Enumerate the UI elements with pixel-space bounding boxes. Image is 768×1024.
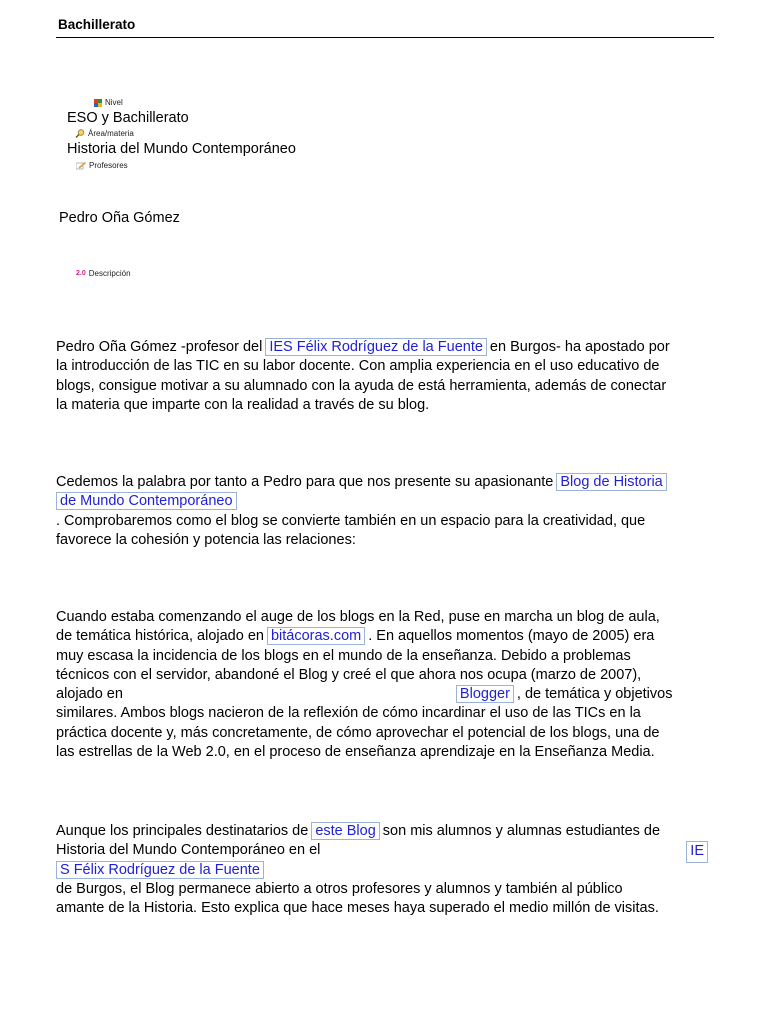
area-value: Historia del Mundo Contemporáneo	[67, 141, 296, 157]
paragraph-line: muy escasa la incidencia de los blogs en el mundo de la enseñanza. Debido a problemas	[56, 647, 631, 664]
text-span: de temática histórica, alojado en	[56, 628, 264, 645]
paragraph-line	[56, 627, 716, 646]
area-label	[75, 129, 134, 138]
page-header-title: Bachillerato	[58, 17, 136, 32]
text-span: son mis alumnos y alumnas estudiantes de	[382, 823, 661, 839]
text-span: alojado en	[56, 686, 123, 703]
profesores-label-text: Profesores	[89, 161, 128, 170]
ies-felix-link[interactable]: IES Félix Rodríguez de la Fuente	[265, 338, 487, 356]
este-blog-link[interactable]: este Blog	[311, 822, 379, 840]
paragraph-line: favorece la cohesión y potencia las relaciones:	[56, 531, 356, 548]
paragraph-line	[56, 338, 716, 357]
area-label-text: Área/materia	[88, 129, 134, 138]
paragraph-4	[56, 822, 716, 918]
paragraph-line	[56, 473, 716, 492]
paragraph-line: las estrellas de la Web 2.0, en el proceso de enseñanza aprendizaje en la Enseñanza Media.	[56, 744, 655, 761]
pencil-icon	[76, 162, 86, 170]
profesores-label	[76, 161, 128, 170]
paragraph-line: blogs, consigue motivar a su alumnado con la ayuda de está herramienta, además de conectar	[56, 377, 667, 394]
ies-felix-link-2-cont[interactable]: S Félix Rodríguez de la Fuente	[56, 861, 264, 879]
text-span: Cedemos la palabra por tanto a Pedro para que nos presente su apasionante	[56, 474, 554, 490]
text-span: , de temática y objetivos	[516, 686, 673, 703]
paragraph-1	[56, 338, 716, 415]
text-span: Aunque los principales destinatarios de	[56, 823, 309, 839]
profesores-value: Pedro Oña Gómez	[59, 210, 180, 226]
web20-icon: 2.0	[76, 270, 86, 277]
paragraph-line: . Comprobaremos como el blog se convierte también en un espacio para la creatividad, que	[56, 512, 646, 529]
paragraph-line: la materia que imparte con la realidad a través de su blog.	[56, 396, 430, 413]
descripcion-label	[76, 269, 131, 278]
nivel-label-text: Nivel	[105, 98, 123, 107]
text-span: Historia del Mundo Contemporáneo en el	[56, 842, 321, 859]
paragraph-line	[56, 822, 716, 841]
text-span: Pedro Oña Gómez -profesor del	[56, 339, 263, 355]
paragraph-line: técnicos con el servidor, abandoné el Blog y creé el que ahora nos ocupa (marzo de 2007),	[56, 666, 642, 683]
magnifier-icon	[75, 129, 85, 138]
paragraph-line: la introducción de las TIC en su labor docente. Con amplia experiencia en el uso educativo de	[56, 358, 660, 375]
blogger-link[interactable]: Blogger	[456, 685, 514, 703]
text-span: . En aquellos momentos (mayo de 2005) era	[368, 628, 655, 645]
nivel-label	[94, 98, 123, 107]
paragraph-line: de Burgos, el Blog permanece abierto a otros profesores y alumnos y también al público	[56, 880, 623, 897]
paragraph-line: práctica docente y, más concretamente, de cómo aprovechar el potencial de los blogs, una de	[56, 724, 660, 741]
blog-historia-link[interactable]: Blog de Historia	[556, 473, 666, 491]
paragraph-line	[56, 861, 716, 880]
paragraph-line	[56, 492, 716, 511]
nivel-value: ESO y Bachillerato	[67, 110, 189, 126]
paragraph-2	[56, 473, 716, 550]
paragraph-line: amante de la Historia. Esto explica que hace meses haya superado el medio millón de visitas.	[56, 900, 659, 917]
paragraph-line: Cuando estaba comenzando el auge de los blogs en la Red, puse en marcha un blog de aula,	[56, 609, 660, 625]
nivel-icon	[94, 99, 102, 107]
descripcion-label-text: Descripción	[88, 269, 131, 278]
paragraph-3	[56, 608, 716, 762]
paragraph-line	[56, 841, 716, 860]
header-divider	[56, 37, 714, 38]
blog-historia-link-cont[interactable]: de Mundo Contemporáneo	[56, 492, 237, 510]
paragraph-line	[56, 685, 716, 704]
ies-felix-link-2[interactable]: IE	[686, 841, 708, 862]
paragraph-line: similares. Ambos blogs nacieron de la reflexión de cómo incardinar el uso de las TICs en la	[56, 705, 641, 722]
bitacoras-link[interactable]: bitácoras.com	[267, 627, 365, 645]
text-span: en Burgos- ha apostado por	[489, 339, 670, 355]
